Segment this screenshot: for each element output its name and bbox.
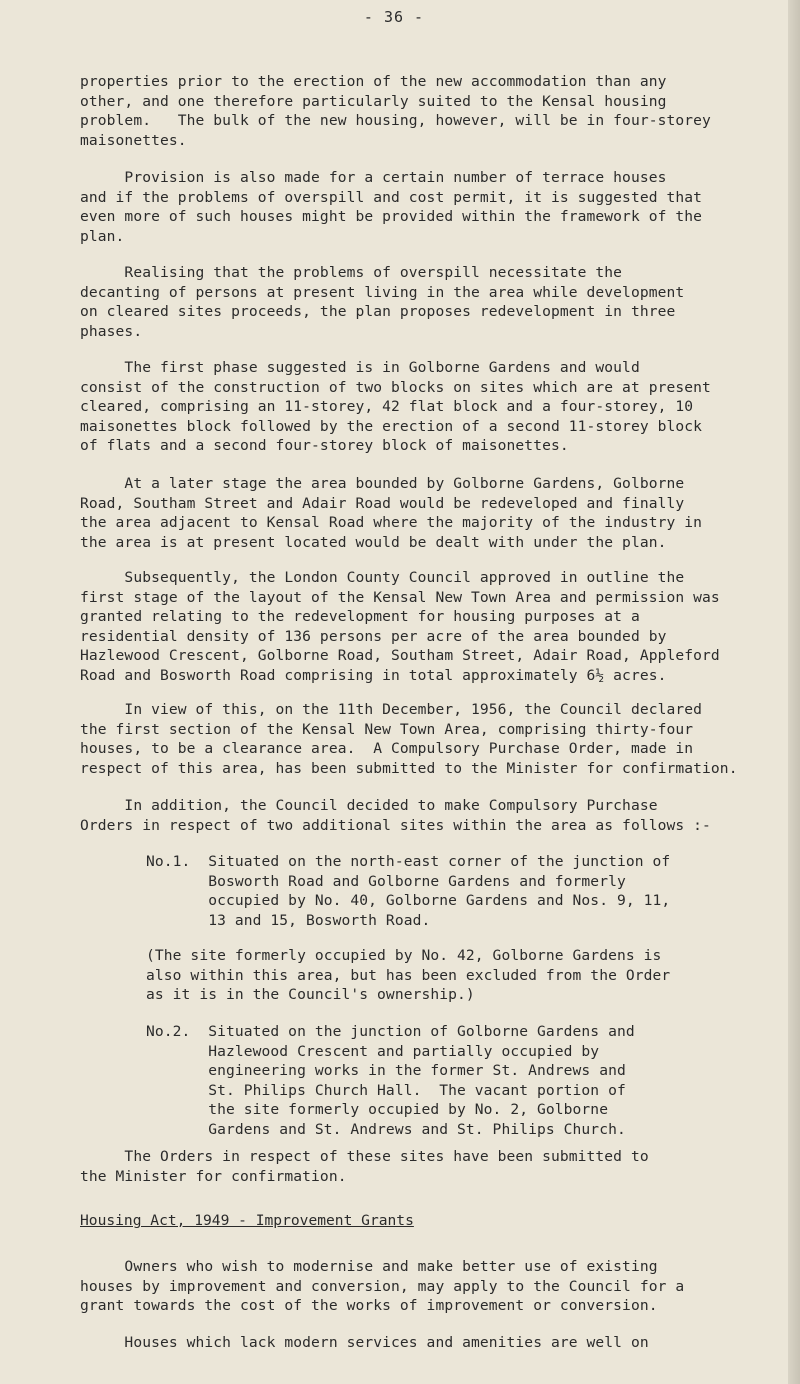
paragraph-compulsory-purchase: In addition, the Council decided to make Compulsory Purchase Orders in respect of two additional sites within the area as follows :- xyxy=(80,797,711,834)
site-no-2: No.2. Situated on the junction of Golborne Gardens and Hazlewood Crescent and partially occupied by engineering works in the former St. Andrews and St. Philips Church Hall. The vacant portion of the site formerly occupied by No. 2, Golborne Gardens and St. Andrews and St. Philips Church. xyxy=(146,1023,635,1138)
paragraph-lcc-approval: Subsequently, the London County Council approved in outline the first stage of the layout of the Kensal New Town Area and permission was granted relating to the redevelopment for housing purposes at a residential density of 136 persons per acre of the area bounded by Hazlewood Crescent, Golborne Road, Southam Street, Adair Road, Appleford Road and Bosworth Road comprising in total approximately 6½ acres. xyxy=(80,569,720,684)
paragraph-clearance-area: In view of this, on the 11th December, 1956, the Council declared the first section of the Kensal New Town Area, comprising thirty-four houses, to be a clearance area. A Compulsory Purchase Order, made in respect of this area, has been submitted to the Minister for confirmation. xyxy=(80,701,738,777)
paragraph-overspill-intro: properties prior to the erection of the new accommodation than any other, and one therefore particularly suited to the Kensal housing problem. The bulk of the new housing, however, will be in four-storey maisonettes. xyxy=(80,73,711,149)
paragraph-three-phases: Realising that the problems of overspill necessitate the decanting of persons at present living in the area while development on cleared sites proceeds, the plan proposes redevelopment in three phases. xyxy=(80,264,685,340)
paragraph-later-stage: At a later stage the area bounded by Golborne Gardens, Golborne Road, Southam Street and Adair Road would be redeveloped and finally the area adjacent to Kensal Road where the majority of the industry in the area is at present located would be dealt with under the plan. xyxy=(80,475,703,551)
paragraph-terrace-houses: Provision is also made for a certain number of terrace houses and if the problems of overspill and cost permit, it is suggested that even more of such houses might be provided within the framework of the plan. xyxy=(80,169,703,245)
paragraph-houses-lack-services: Houses which lack modern services and amenities are well on xyxy=(80,1334,649,1351)
paragraph-improvement-grants: Owners who wish to modernise and make better use of existing houses by improvement and conversion, may apply to the Council for a grant towards the cost of the works of improvement or conversion. xyxy=(80,1258,685,1315)
page-edge xyxy=(788,0,800,1384)
paragraph-first-phase: The first phase suggested is in Golborne Gardens and would consist of the construction of two blocks on sites which are at present cleared, comprising an 11-storey, 42 flat block and a four-storey, 10 maisonettes block followed by the erection of a second 11-storey block of flats and a second four-storey block of maisonettes. xyxy=(80,359,711,455)
site-no-1: No.1. Situated on the north-east corner of the junction of Bosworth Road and Golborne Gardens and formerly occupied by No. 40, Golborne Gardens and Nos. 9, 11, 13 and 15, Bosworth Road. xyxy=(146,853,671,929)
paragraph-orders-submitted: The Orders in respect of these sites have been submitted to the Minister for confirmation. xyxy=(80,1148,649,1185)
site-note: (The site formerly occupied by No. 42, Golborne Gardens is also within this area, but has been excluded from the Order as it is in the Council's ownership.) xyxy=(146,947,671,1004)
page-number: - 36 - xyxy=(363,8,425,26)
section-heading: Housing Act, 1949 - Improvement Grants xyxy=(80,1212,414,1229)
